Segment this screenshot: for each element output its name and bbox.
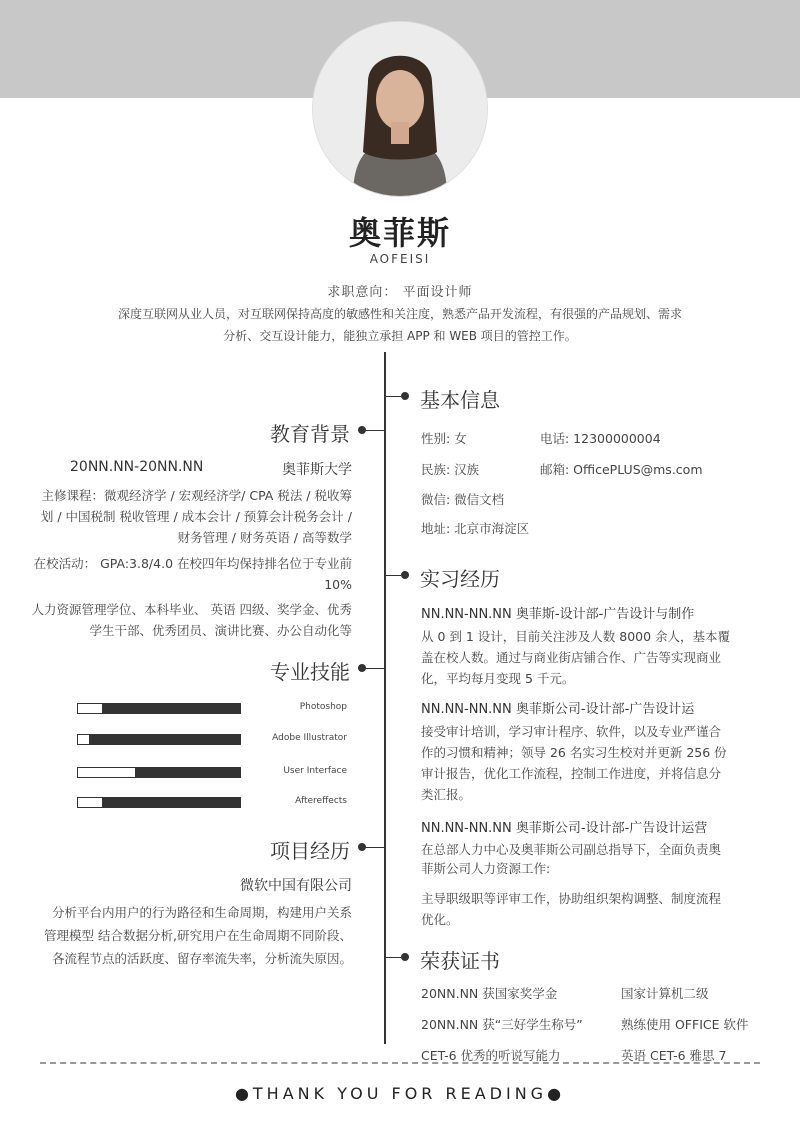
education-date: 20NN.NN-20NN.NN	[70, 459, 204, 475]
job-objective: 求职意向： 平面设计师	[327, 285, 473, 300]
wechat: 微信: 微信文档	[421, 492, 505, 507]
timeline-line	[384, 352, 386, 1044]
timeline-dot	[401, 392, 409, 400]
timeline-connector	[364, 847, 384, 848]
phone: 电话: 12300000004	[540, 431, 661, 446]
skill-label: Adobe Illustrator	[272, 733, 347, 743]
skill-label: Aftereffects	[295, 796, 347, 806]
skill-bar	[77, 797, 241, 808]
project-description: 分析平台内用户的行为路径和生命周期，构建用户关系管理模型 结合数据分析,研究用户在生命周期不同阶段、各流程节点的活跃度、留存率流失率，分析流失原因。	[44, 905, 352, 966]
candidate-name-pinyin: AOFEISI	[369, 252, 431, 266]
certificates-title: 荣获证书	[420, 949, 500, 973]
gender: 性别: 女	[421, 431, 467, 446]
skill-bar	[77, 703, 241, 714]
candidate-name: 奥菲斯	[348, 214, 451, 252]
skill-bar	[77, 767, 241, 778]
footer-divider	[40, 1062, 760, 1064]
email: 邮箱: OfficePLUS@ms.com	[540, 462, 703, 477]
internship-2-body: 接受审计培训，学习审计程序、软件，以及专业严谨合作的习惯和精神；领导 26 名实习生校对并更新 256 份审计报告，优化工作流程，控制工作进度，并将信息分类汇报。	[421, 724, 727, 802]
timeline-connector	[386, 957, 401, 958]
cert-row-2-left: 20NN.NN 获“三好学生称号”	[421, 1017, 583, 1032]
footer-label: THANK YOU FOR READING	[252, 1084, 548, 1103]
internship-3-body-2: 主导职级职等评审工作，协助组织架构调整、制度流程优化。	[421, 891, 722, 927]
internship-title: 实习经历	[420, 567, 500, 591]
internship-1-head: NN.NN-NN.NN 奥菲斯-设计部-广告设计与制作	[421, 607, 695, 622]
skill-label: User Interface	[283, 766, 347, 776]
profile-photo	[313, 22, 487, 196]
education-title: 教育背景	[270, 422, 350, 446]
profile-summary: 深度互联网从业人员，对互联网保持高度的敏感性和关注度，熟悉产品开发流程，有很强的产品规划、需求分析、交互设计能力，能独立承担 APP 和 WEB 项目的管控工作。	[117, 307, 682, 343]
footer-text	[0, 1084, 800, 1103]
internship-3-head: NN.NN-NN.NN 奥菲斯公司-设计部-广告设计运营	[421, 821, 708, 836]
internship-2-head: NN.NN-NN.NN 奥菲斯公司-设计部-广告设计运	[421, 702, 695, 717]
internship-3-body: 在总部人力中心及奥菲斯公司副总指导下，全面负责奥菲斯公司人力资源工作:	[421, 842, 722, 876]
cert-row-1-right: 国家计算机二级	[621, 986, 709, 1001]
cert-row-3-right: 英语 CET-6 雅思 7	[621, 1048, 727, 1063]
skill-bar	[77, 734, 241, 745]
skill-label: Photoshop	[299, 702, 347, 712]
address: 地址: 北京市海淀区	[421, 521, 530, 536]
cert-row-2-right: 熟练使用 OFFICE 软件	[621, 1017, 749, 1032]
project-company: 微软中国有限公司	[240, 878, 352, 894]
education-activity: 在校活动： GPA:3.8/4.0 在校四年均保持排名位于专业前 10%	[33, 556, 352, 592]
timeline-connector	[386, 396, 401, 397]
skills-title: 专业技能	[270, 660, 350, 684]
timeline-dot	[401, 571, 409, 579]
timeline-connector	[364, 430, 384, 431]
skill-bar-fill	[102, 704, 240, 713]
education-school: 奥菲斯大学	[282, 462, 352, 478]
timeline-dot	[401, 953, 409, 961]
timeline-connector	[386, 575, 401, 576]
ethnicity: 民族: 汉族	[421, 462, 480, 477]
skill-bar-fill	[89, 735, 240, 744]
footer-dot-icon: ●	[547, 1084, 566, 1103]
cert-row-1-left: 20NN.NN 获国家奖学金	[421, 986, 558, 1001]
timeline-connector	[364, 668, 384, 669]
education-courses: 主修课程：微观经济学 / 宏观经济学/ CPA 税法 / 税收筹划 / 中国税制 税收管理 / 成本会计 / 预算会计税务会计 / 财务管理 / 财务英语 / 高等数学	[40, 488, 352, 545]
education-honors: 人力资源管理学位、本科毕业、 英语 四级、奖学金、优秀学生干部、优秀团员、演讲比赛、办公自动化等	[31, 602, 352, 638]
footer-dot-icon: ●	[234, 1084, 253, 1103]
skill-bar-fill	[102, 798, 240, 807]
skill-bar-fill	[135, 768, 240, 777]
basic-info-title: 基本信息	[420, 388, 500, 412]
cert-row-3-left: CET-6 优秀的听说写能力	[421, 1048, 561, 1063]
internship-1-body: 从 0 到 1 设计，目前关注涉及人数 8000 余人，基本覆盖在校人数。通过与商业街店铺合作、广告等实现商业化，平均每月变现 5 千元。	[421, 629, 731, 686]
project-title: 项目经历	[270, 839, 350, 863]
